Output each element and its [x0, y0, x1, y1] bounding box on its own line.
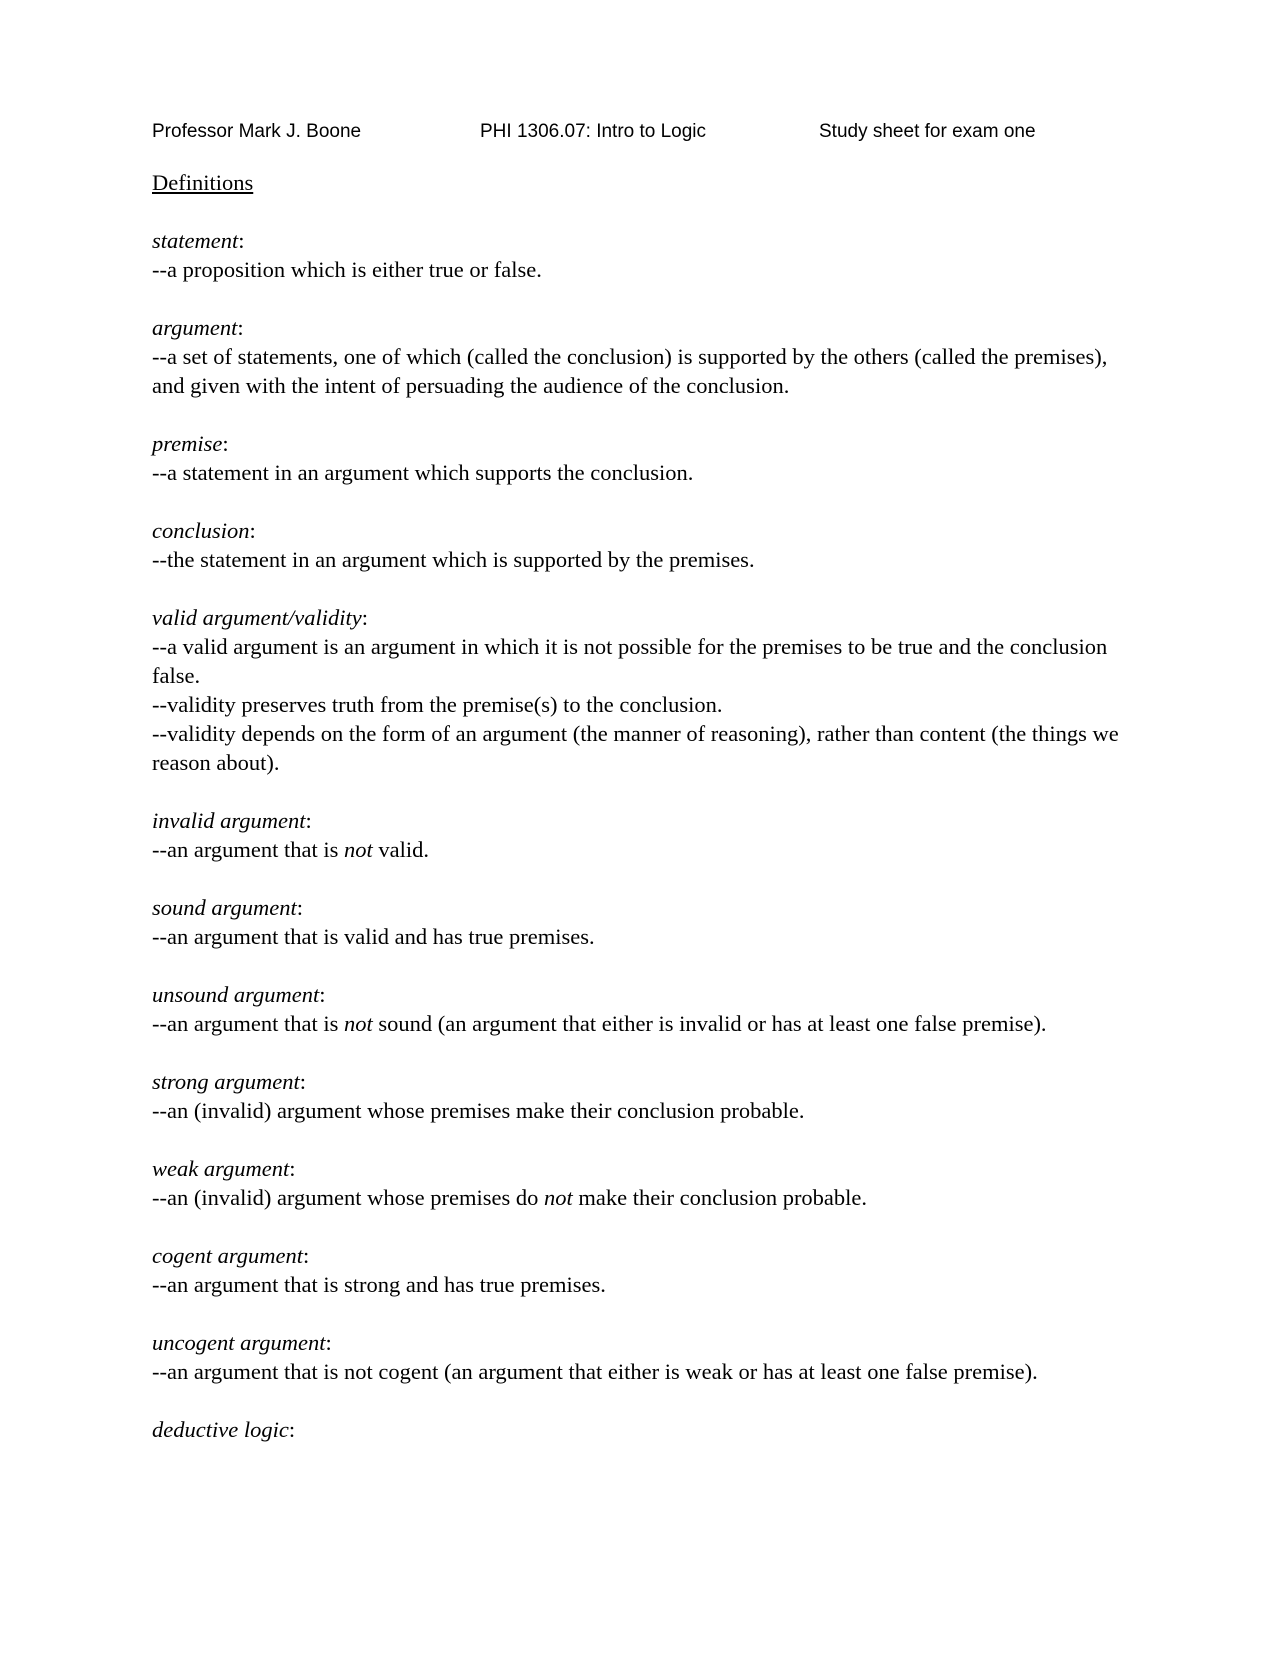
emphasis-text: not — [344, 837, 373, 862]
section-title: Definitions — [152, 170, 254, 195]
definition-term: conclusion: — [152, 518, 256, 543]
professor-name: Professor Mark J. Boone — [152, 121, 362, 142]
term-text: strong argument — [152, 1069, 300, 1094]
definition-entry — [152, 980, 1142, 1038]
definition-entry — [152, 516, 1142, 574]
definition-text — [152, 458, 1142, 487]
definition-term: cogent argument: — [152, 1243, 310, 1268]
definition-entry — [152, 1241, 1142, 1299]
text-segment: sound (an argument that either is invalid or has at least one false premise). — [372, 1011, 1047, 1036]
text-segment: --validity depends on the form of an argument (the manner of reasoning), rather than content (the things we reason about). — [152, 721, 1119, 775]
definition-term: statement: — [152, 228, 245, 253]
course-title: PHI 1306.07: Intro to Logic — [480, 121, 707, 142]
definition-text — [152, 545, 1142, 574]
definition-term: uncogent argument: — [152, 1330, 332, 1355]
text-segment: --an argument that is not cogent (an argument that either is weak or has at least one false premise). — [152, 1359, 1038, 1384]
term-text: uncogent argument — [152, 1330, 326, 1355]
definition-text — [152, 690, 1142, 719]
text-segment: --an argument that is — [152, 1011, 345, 1036]
definition-text — [152, 342, 1142, 400]
term-text: cogent argument — [152, 1243, 304, 1268]
definition-text — [152, 1096, 1142, 1125]
definition-text — [152, 1270, 1142, 1299]
definition-entry — [152, 1067, 1142, 1125]
definition-term: premise: — [152, 431, 229, 456]
definition-term: weak argument: — [152, 1156, 296, 1181]
definition-entry — [152, 1328, 1142, 1386]
definition-text — [152, 719, 1142, 777]
term-text: premise — [152, 431, 223, 456]
text-segment: --an argument that is valid and has true premises. — [152, 924, 595, 949]
definition-term: sound argument: — [152, 895, 304, 920]
definition-term: strong argument: — [152, 1069, 306, 1094]
definition-entry — [152, 1154, 1142, 1212]
definition-text — [152, 1183, 1142, 1212]
term-text: sound argument — [152, 895, 297, 920]
text-segment: --a set of statements, one of which (called the conclusion) is supported by the others (called the premises), and given with the intent of persuading the audience of the conclusion. — [152, 344, 1108, 398]
term-text: argument — [152, 315, 238, 340]
term-text: invalid argument — [152, 808, 306, 833]
term-text: statement — [152, 228, 239, 253]
sheet-title: Study sheet for exam one — [819, 121, 1036, 142]
definition-term: deductive logic: — [152, 1417, 296, 1442]
definition-term: argument: — [152, 315, 244, 340]
definition-entry — [152, 806, 1142, 864]
text-segment: valid. — [372, 837, 430, 862]
definition-term: unsound argument: — [152, 982, 326, 1007]
definition-text — [152, 1357, 1142, 1386]
text-segment: --an argument that is strong and has true premises. — [152, 1272, 606, 1297]
emphasis-text: not — [543, 1185, 573, 1210]
term-text: conclusion — [152, 518, 250, 543]
text-segment: --an (invalid) argument whose premises do — [152, 1185, 544, 1210]
term-text: unsound argument — [152, 982, 320, 1007]
definition-entry — [152, 603, 1142, 777]
text-segment: --a valid argument is an argument in which it is not possible for the premises to be true and the conclusion false. — [152, 634, 1108, 688]
definition-term: valid argument/validity: — [152, 605, 369, 630]
definition-text — [152, 835, 1142, 864]
text-segment: --validity preserves truth from the premise(s) to the conclusion. — [152, 692, 723, 717]
text-segment: make their conclusion probable. — [572, 1185, 868, 1210]
term-text: weak argument — [152, 1156, 290, 1181]
definitions-list — [152, 226, 1142, 1444]
definition-text — [152, 922, 1142, 951]
definition-entry — [152, 429, 1142, 487]
text-segment: --an (invalid) argument whose premises make their conclusion probable. — [152, 1098, 805, 1123]
definition-entry — [152, 226, 1142, 284]
definition-term: invalid argument: — [152, 808, 312, 833]
definition-entry — [152, 893, 1142, 951]
term-text: deductive logic — [152, 1417, 289, 1442]
text-segment: --a statement in an argument which supports the conclusion. — [152, 460, 694, 485]
emphasis-text: not — [344, 1011, 373, 1036]
definition-text — [152, 1009, 1142, 1038]
text-segment: --the statement in an argument which is supported by the premises. — [152, 547, 755, 572]
definition-entry — [152, 1415, 1142, 1444]
term-text: valid argument/validity — [152, 605, 362, 630]
text-segment: --an argument that is — [152, 837, 345, 862]
text-segment: --a proposition which is either true or false. — [152, 257, 542, 282]
definition-text — [152, 632, 1142, 690]
definition-entry — [152, 313, 1142, 400]
definition-text — [152, 255, 1142, 284]
document-body — [152, 168, 1142, 1444]
